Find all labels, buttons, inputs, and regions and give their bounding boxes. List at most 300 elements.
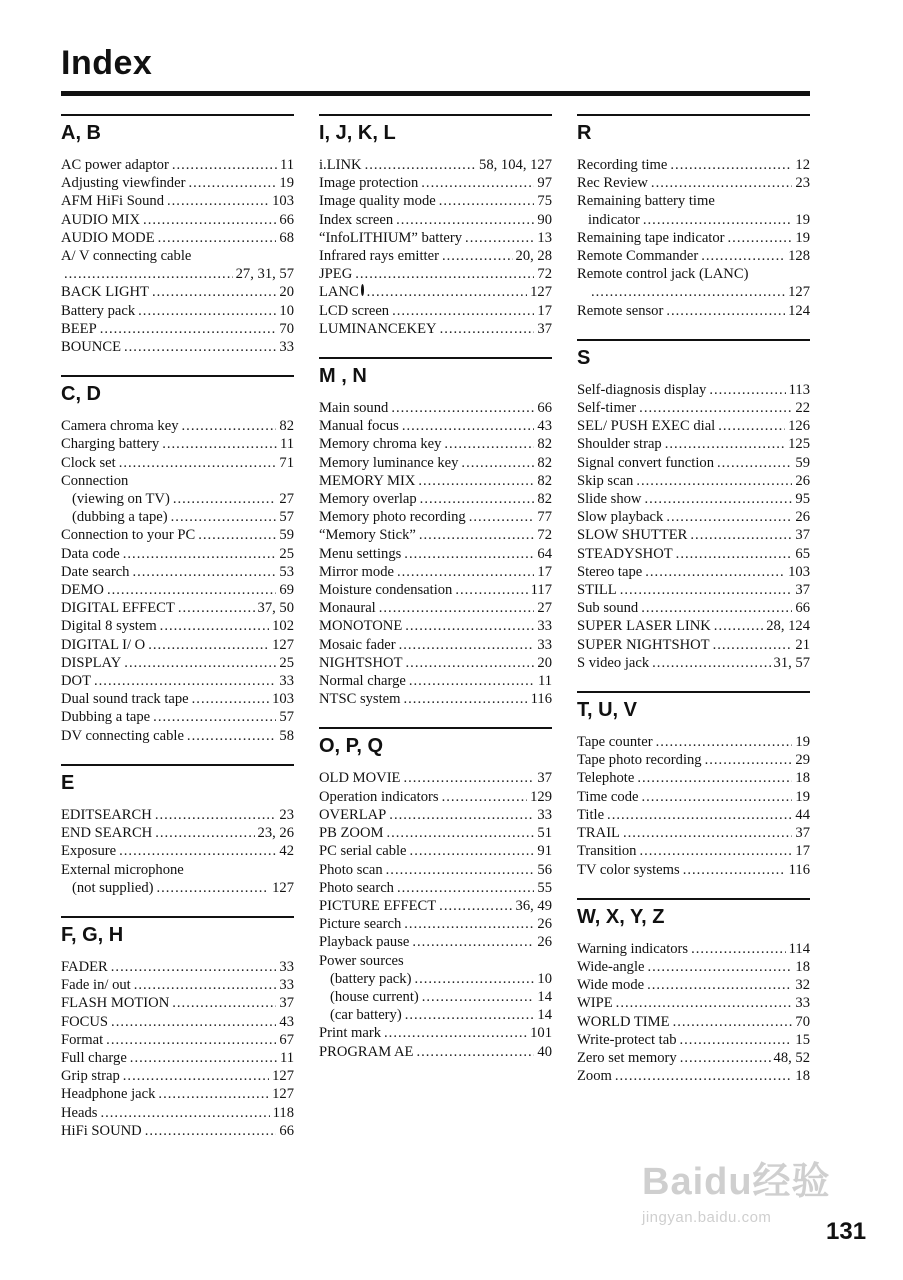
- index-entry: [577, 490, 810, 508]
- entry-pages: 33: [537, 806, 552, 823]
- entry-pages: 11: [279, 436, 294, 453]
- section-heading: C, D: [61, 383, 101, 406]
- entry-label: HiFi SOUND: [61, 1122, 142, 1139]
- dot-leader: [178, 599, 255, 617]
- index-entry: [577, 599, 810, 617]
- dot-leader: [404, 545, 534, 563]
- dot-leader: [440, 320, 535, 338]
- dot-leader: [403, 769, 534, 787]
- dot-leader: [192, 690, 269, 708]
- dot-leader: [152, 283, 276, 301]
- dot-leader: [683, 861, 786, 879]
- index-entry: [61, 958, 294, 976]
- entry-label: Write-protect tab: [577, 1031, 677, 1048]
- entry-label: Digital 8 system: [61, 618, 157, 635]
- entry-label: BEEP: [61, 320, 97, 337]
- dot-leader: [410, 842, 535, 860]
- dot-leader: [439, 192, 535, 210]
- entry-pages: 37, 50: [257, 600, 294, 617]
- entry-pages: 19: [795, 211, 810, 228]
- dot-leader: [591, 283, 785, 301]
- entry-pages: 72: [537, 527, 552, 544]
- dot-leader: [651, 174, 792, 192]
- entry-pages: 21: [795, 636, 810, 653]
- dot-leader: [652, 654, 770, 672]
- entry-label: Sub sound: [577, 600, 639, 617]
- dot-leader: [665, 435, 785, 453]
- dot-leader: [444, 435, 534, 453]
- index-section: [577, 114, 810, 320]
- entry-pages: 82: [537, 472, 552, 489]
- entry-pages: 66: [279, 1122, 294, 1139]
- entry-label: BOUNCE: [61, 339, 121, 356]
- index-entry: [61, 320, 294, 338]
- entry-label: Data code: [61, 545, 120, 562]
- entry-label: Dubbing a tape: [61, 709, 151, 726]
- entry-pages: 11: [279, 1049, 294, 1066]
- entry-label: Full charge: [61, 1049, 127, 1066]
- entry-label: SLOW SHUTTER: [577, 527, 688, 544]
- entry-label: Image quality mode: [319, 193, 436, 210]
- entry-label: BACK LIGHT: [61, 284, 149, 301]
- index-entry: [61, 417, 294, 435]
- entry-label: Format: [61, 1031, 104, 1048]
- index-entry: [577, 733, 810, 751]
- entry-label: WORLD TIME: [577, 1013, 670, 1030]
- index-entry: [577, 283, 810, 301]
- index-entry: [319, 174, 552, 192]
- index-entry: [577, 976, 810, 994]
- dot-leader: [620, 581, 793, 599]
- entry-label: (car battery): [330, 1007, 402, 1024]
- entry-pages: 51: [537, 825, 552, 842]
- entry-label: LUMINANCEKEY: [319, 320, 437, 337]
- index-entry: [577, 211, 810, 229]
- dot-leader: [158, 1085, 269, 1103]
- index-entry: [577, 636, 810, 654]
- entry-label: OLD MOVIE: [319, 770, 401, 787]
- entry-label: Manual focus: [319, 418, 399, 435]
- entry-label: Print mark: [319, 1025, 382, 1042]
- index-entry: [319, 417, 552, 435]
- entry-pages: 48, 52: [773, 1049, 810, 1066]
- dot-leader: [386, 824, 534, 842]
- entry-pages: 23: [279, 806, 294, 823]
- dot-leader: [379, 599, 535, 617]
- index-entry: [61, 563, 294, 581]
- index-entry: [319, 1043, 552, 1061]
- entry-label: DOT: [61, 673, 91, 690]
- entry-pages: 25: [279, 545, 294, 562]
- dot-leader: [182, 417, 277, 435]
- index-entry: [577, 174, 810, 192]
- index-entry: [61, 1049, 294, 1067]
- dot-leader: [691, 940, 786, 958]
- dot-leader: [167, 192, 269, 210]
- entry-label: Remote Commander: [577, 248, 699, 265]
- entry-label: Remaining tape indicator: [577, 229, 725, 246]
- dot-leader: [647, 976, 792, 994]
- dot-leader: [187, 727, 276, 745]
- index-entry: [319, 508, 552, 526]
- entry-pages: 127: [272, 636, 294, 653]
- entry-pages: 77: [537, 509, 552, 526]
- watermark-logo: Baidu经验: [642, 1161, 831, 1203]
- entry-pages: 33: [279, 958, 294, 975]
- dot-leader: [645, 563, 785, 581]
- entry-pages: 113: [788, 381, 810, 398]
- entry-label: END SEARCH: [61, 825, 153, 842]
- index-entry: [577, 1013, 810, 1031]
- dot-leader: [392, 302, 534, 320]
- index-entry: [319, 526, 552, 544]
- index-entry: [577, 842, 810, 860]
- index-entry: [319, 824, 552, 842]
- dot-leader: [156, 879, 269, 897]
- dot-leader: [145, 1122, 277, 1140]
- entry-label: (dubbing a tape): [72, 509, 168, 526]
- dot-leader: [647, 958, 792, 976]
- entry-label: Signal convert function: [577, 454, 714, 471]
- index-entry: [319, 192, 552, 210]
- index-entry: [319, 952, 552, 970]
- entry-label: PROGRAM AE: [319, 1043, 414, 1060]
- entry-label: Infrared rays emitter: [319, 248, 439, 265]
- dot-leader: [455, 581, 527, 599]
- entry-pages: 71: [279, 454, 294, 471]
- entry-pages: 32: [795, 977, 810, 994]
- entry-label: Headphone jack: [61, 1086, 156, 1103]
- dot-leader: [172, 994, 276, 1012]
- entry-pages: 72: [537, 266, 552, 283]
- entry-label: DEMO: [61, 582, 104, 599]
- entry-pages: 19: [795, 788, 810, 805]
- index-entry: [319, 265, 552, 283]
- index-entry: [577, 940, 810, 958]
- index-entry: [61, 599, 294, 617]
- entry-pages: 31, 57: [773, 654, 810, 671]
- section-heading: W, X, Y, Z: [577, 905, 665, 928]
- index-entry: [577, 265, 810, 283]
- index-section: [319, 727, 552, 1060]
- dot-leader: [639, 842, 792, 860]
- entry-pages: 56: [537, 861, 552, 878]
- entry-pages: 103: [788, 563, 810, 580]
- entry-label: EDITSEARCH: [61, 806, 152, 823]
- dot-leader: [615, 1067, 793, 1085]
- index-entry: [319, 435, 552, 453]
- dot-leader: [416, 1043, 534, 1061]
- entry-label: TRAIL: [577, 825, 620, 842]
- entry-pages: 37: [537, 320, 552, 337]
- entry-pages: 82: [537, 454, 552, 471]
- dot-leader: [406, 654, 535, 672]
- index-entry: [577, 563, 810, 581]
- dot-leader: [100, 320, 277, 338]
- dot-leader: [173, 490, 277, 508]
- entry-pages: 36, 49: [515, 897, 552, 914]
- entry-pages: 18: [795, 1068, 810, 1085]
- entry-pages: 127: [272, 1086, 294, 1103]
- entry-label: “Memory Stick”: [319, 527, 416, 544]
- entry-label: Normal charge: [319, 673, 406, 690]
- entry-pages: 65: [795, 545, 810, 562]
- dot-leader: [690, 526, 792, 544]
- entry-pages: 23, 26: [257, 825, 294, 842]
- dot-leader: [461, 454, 534, 472]
- dot-leader: [644, 490, 792, 508]
- index-entry: [61, 636, 294, 654]
- entry-label: Tape counter: [577, 734, 653, 751]
- index-entry: [319, 247, 552, 265]
- entry-pages: 37: [795, 527, 810, 544]
- entry-pages: 117: [530, 582, 552, 599]
- entry-pages: 20: [279, 284, 294, 301]
- entry-label: DIGITAL I/ O: [61, 636, 146, 653]
- section-heading: F, G, H: [61, 923, 124, 946]
- entry-label: (battery pack): [330, 970, 412, 987]
- page-number: 131: [826, 1218, 867, 1245]
- entry-pages: 19: [279, 175, 294, 192]
- dot-leader: [404, 690, 528, 708]
- index-entry: [61, 976, 294, 994]
- entry-label: DV connecting cable: [61, 727, 184, 744]
- entry-pages: 66: [795, 600, 810, 617]
- dot-leader: [355, 265, 534, 283]
- index-entry: [319, 769, 552, 787]
- entry-label: Charging battery: [61, 436, 160, 453]
- entry-label: Title: [577, 806, 605, 823]
- entry-label: Fade in/ out: [61, 977, 131, 994]
- entry-label: Recording time: [577, 157, 668, 173]
- entry-label: Wide-angle: [577, 958, 645, 975]
- index-entry: [61, 672, 294, 690]
- entry-pages: 27, 31, 57: [235, 266, 294, 283]
- index-entry: [577, 824, 810, 842]
- entry-pages: 28, 124: [766, 618, 810, 635]
- dot-leader: [155, 824, 254, 842]
- index-entry: [319, 545, 552, 563]
- dot-leader: [188, 174, 276, 192]
- entry-pages: 114: [788, 940, 810, 957]
- entry-pages: 33: [279, 673, 294, 690]
- entry-pages: 68: [279, 229, 294, 246]
- entry-label: Grip strap: [61, 1068, 120, 1085]
- dot-leader: [718, 417, 785, 435]
- index-entry: [61, 1122, 294, 1140]
- entry-pages: 82: [537, 436, 552, 453]
- index-entry: [319, 915, 552, 933]
- index-entry: [61, 1013, 294, 1031]
- index-entry: [319, 581, 552, 599]
- index-entry: [61, 247, 294, 265]
- index-entry: [577, 526, 810, 544]
- entry-label: WIPE: [577, 995, 613, 1012]
- dot-leader: [643, 211, 793, 229]
- dot-leader: [442, 788, 528, 806]
- entry-pages: 29: [795, 752, 810, 769]
- dot-leader: [198, 526, 276, 544]
- index-entry: [319, 988, 552, 1006]
- entry-pages: 58, 104, 127: [479, 157, 552, 173]
- entry-label: Memory overlap: [319, 491, 417, 508]
- dot-leader: [94, 672, 276, 690]
- dot-leader: [160, 617, 269, 635]
- index-section: [61, 916, 294, 1140]
- index-entry: [61, 435, 294, 453]
- index-entry: [319, 320, 552, 338]
- entry-pages: 90: [537, 211, 552, 228]
- dot-leader: [367, 283, 527, 301]
- entry-pages: 127: [272, 1068, 294, 1085]
- entry-label: Dual sound track tape: [61, 691, 189, 708]
- entry-pages: 17: [795, 843, 810, 860]
- entry-label: Playback pause: [319, 934, 410, 951]
- entry-pages: 53: [279, 563, 294, 580]
- entry-pages: 118: [272, 1104, 294, 1121]
- entry-pages: 127: [272, 879, 294, 896]
- index-section: [319, 114, 552, 338]
- entry-pages: 15: [795, 1031, 810, 1048]
- dot-leader: [107, 581, 276, 599]
- section-heading: S: [577, 346, 591, 369]
- entry-label: LANC: [319, 284, 359, 301]
- entry-label: Main sound: [319, 400, 389, 417]
- entry-label: OVERLAP: [319, 806, 387, 823]
- index-entry: [319, 399, 552, 417]
- entry-pages: 55: [537, 879, 552, 896]
- index-entry: [577, 156, 810, 174]
- entry-label: Clock set: [61, 454, 116, 471]
- entry-label: (viewing on TV): [72, 491, 170, 508]
- index-section: [61, 114, 294, 356]
- entry-pages: 91: [537, 843, 552, 860]
- dot-leader: [442, 247, 513, 265]
- index-section: [577, 691, 810, 879]
- entry-pages: 70: [279, 320, 294, 337]
- entry-pages: 10: [537, 970, 552, 987]
- index-entry: [61, 156, 294, 174]
- entry-label: Battery pack: [61, 302, 136, 319]
- entry-pages: 129: [530, 788, 552, 805]
- dot-leader: [680, 1049, 771, 1067]
- index-entry: [61, 545, 294, 563]
- index-entry: [61, 338, 294, 356]
- entry-pages: 42: [279, 843, 294, 860]
- entry-pages: 18: [795, 770, 810, 787]
- section-heading: O, P, Q: [319, 735, 384, 758]
- dot-leader: [143, 211, 276, 229]
- entry-label: Photo scan: [319, 861, 383, 878]
- index-entry: [577, 958, 810, 976]
- entry-pages: 67: [279, 1031, 294, 1048]
- index-entry: [577, 454, 810, 472]
- section-heading: A, B: [61, 122, 101, 144]
- entry-pages: 95: [795, 491, 810, 508]
- entry-label: A/ V connecting cable: [61, 248, 192, 265]
- entry-label: indicator: [588, 211, 640, 228]
- dot-leader: [138, 302, 276, 320]
- entry-pages: 25: [279, 654, 294, 671]
- index-entry: [577, 1049, 810, 1067]
- index-entry: [61, 302, 294, 320]
- entry-pages: 17: [537, 302, 552, 319]
- entry-label: Self-timer: [577, 400, 637, 417]
- entry-pages: 33: [795, 995, 810, 1012]
- dot-leader: [673, 1013, 793, 1031]
- entry-label: Moisture condensation: [319, 582, 453, 599]
- dot-leader: [641, 599, 792, 617]
- entry-pages: 127: [530, 284, 552, 301]
- entry-pages: 26: [795, 509, 810, 526]
- index-entry: [577, 1067, 810, 1085]
- entry-label: Memory photo recording: [319, 509, 466, 526]
- entry-pages: 44: [795, 806, 810, 823]
- dot-leader: [469, 508, 535, 526]
- entry-pages: 58: [279, 727, 294, 744]
- entry-label: Date search: [61, 563, 130, 580]
- index-entry: [319, 636, 552, 654]
- dot-leader: [607, 806, 792, 824]
- dot-leader: [119, 454, 277, 472]
- entry-pages: 128: [788, 248, 810, 265]
- index-entry: [61, 654, 294, 672]
- dot-leader: [728, 229, 793, 247]
- index-entry: [319, 1006, 552, 1024]
- entry-label: Shoulder strap: [577, 436, 662, 453]
- entry-pages: 43: [537, 418, 552, 435]
- entry-label: Connection to your PC: [61, 527, 196, 544]
- dot-leader: [130, 1049, 277, 1067]
- entry-label: AUDIO MODE: [61, 229, 155, 246]
- dot-leader: [422, 988, 535, 1006]
- entry-pages: 116: [788, 861, 810, 878]
- entry-label: JPEG: [319, 266, 353, 283]
- entry-label: STILL: [577, 582, 617, 599]
- dot-leader: [119, 842, 276, 860]
- index-entry: [319, 842, 552, 860]
- index-entry: [61, 265, 294, 283]
- entry-label: Tape photo recording: [577, 752, 702, 769]
- index-entry: [61, 211, 294, 229]
- dot-leader: [405, 1006, 535, 1024]
- title-rule: [61, 91, 810, 96]
- index-entry: [61, 842, 294, 860]
- index-entry: [61, 174, 294, 192]
- dot-leader: [396, 211, 534, 229]
- index-entry: [319, 283, 552, 301]
- dot-leader: [172, 156, 277, 174]
- entry-pages: 59: [795, 454, 810, 471]
- dot-leader: [641, 788, 792, 806]
- entry-label: Wide mode: [577, 977, 645, 994]
- entry-pages: 116: [530, 691, 552, 708]
- dot-leader: [713, 636, 793, 654]
- index-entry: [319, 1024, 552, 1042]
- entry-label: Zoom: [577, 1068, 612, 1085]
- index-entry: [61, 192, 294, 210]
- dot-leader: [636, 472, 792, 490]
- entry-label: AC power adaptor: [61, 157, 169, 173]
- dot-leader: [705, 751, 793, 769]
- index-entry: [61, 490, 294, 508]
- index-entry: [61, 727, 294, 745]
- dot-leader: [124, 654, 276, 672]
- index-entry: [61, 283, 294, 301]
- entry-label: DIGITAL EFFECT: [61, 600, 175, 617]
- entry-pages: 22: [795, 400, 810, 417]
- index-entry: [577, 192, 810, 210]
